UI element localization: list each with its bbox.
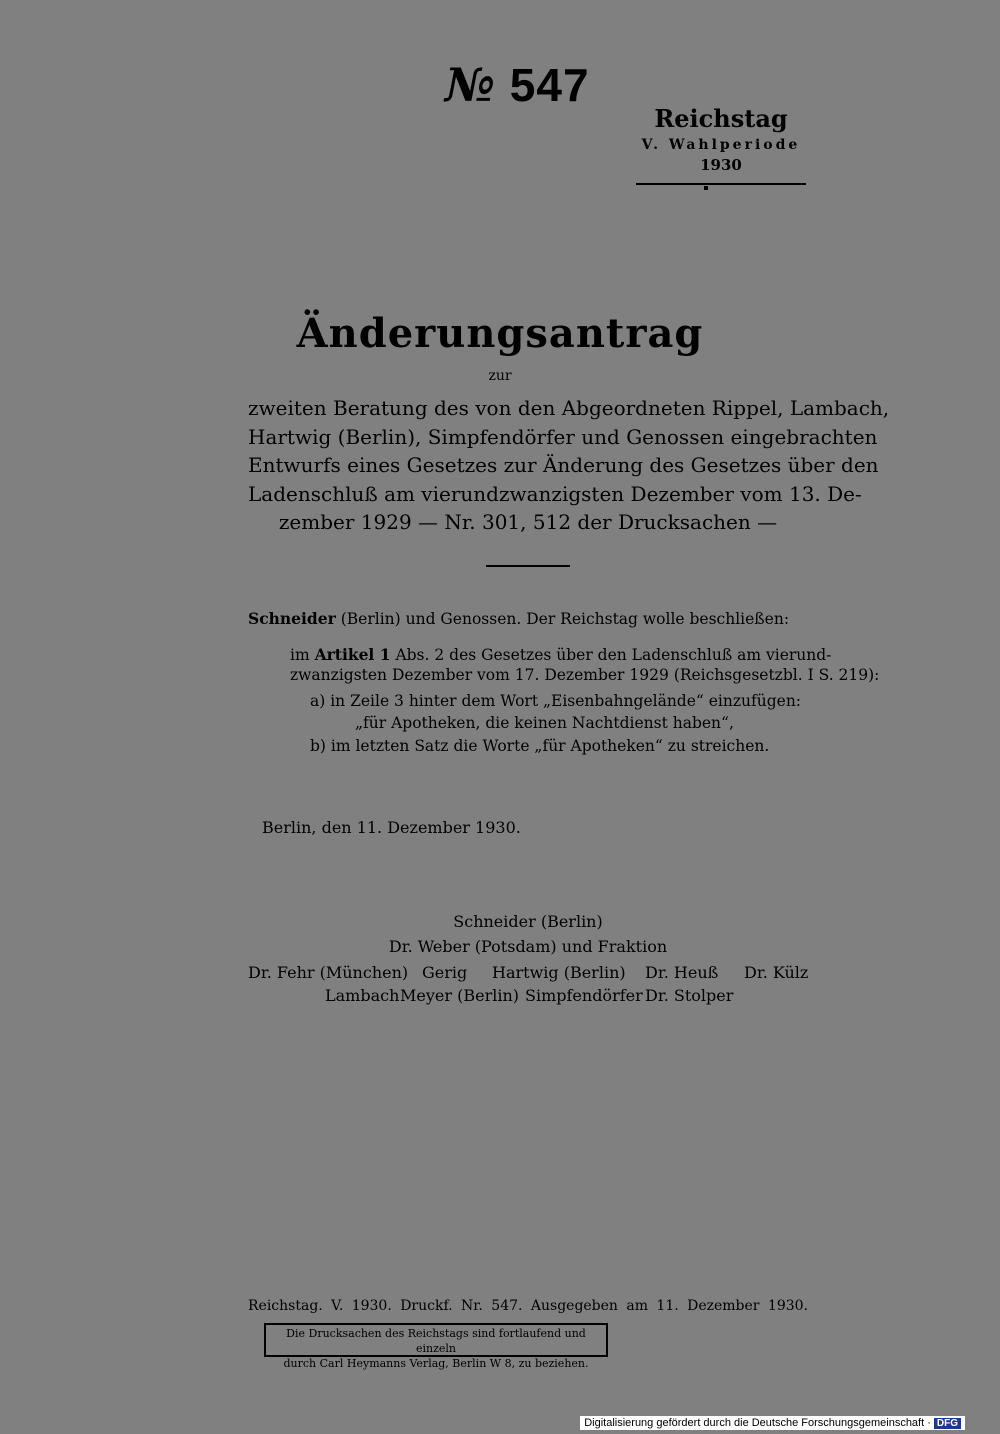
note-line: Die Drucksachen des Reichstags sind fortlaufend und einzeln [286,1327,586,1355]
intro-line: zweiten Beratung des von den Abgeordneten Rippel, Lambach, [248,396,890,420]
document-title: Änderungsantrag [296,310,704,357]
amendment-body [290,645,880,685]
number-sign: № [445,58,496,112]
motion-author: Schneider [248,609,336,628]
amendment-line [290,645,832,665]
note-line: durch Carl Heymanns Verlag, Berlin W 8, zu beziehen. [283,1357,589,1370]
credit-text: Digitalisierung gefördert durch die Deutsche Forschungsgemeinschaft · [584,1417,931,1429]
intro-line: zember 1929 — Nr. 301, 512 der Drucksachen — [278,510,778,534]
print-footer: Reichstag. V. 1930. Druckf. Nr. 547. Ausgegeben am 11. Dezember 1930. [248,1298,808,1314]
signature-name: Dr. Heuß [645,963,719,982]
article-ref: Artikel 1 [314,645,391,664]
distribution-note [264,1323,608,1370]
motion-text: (Berlin) und Genossen. Der Reichstag wolle beschließen: [335,610,790,628]
stamp-title: Reichstag [654,104,788,133]
stamp-year: 1930 [700,156,742,174]
amendment-prefix: im [290,646,315,664]
stamp-rule [636,183,806,185]
amendment-line: zwanzigsten Dezember vom 17. Dezember 1929 (Reichsgesetzbl. I S. 219): [290,666,880,684]
item-b: b) im letzten Satz die Worte „für Apotheken“ zu streichen. [310,737,770,755]
item-a: a) in Zeile 3 hinter dem Wort „Eisenbahngelände“ einzufügen: [310,692,802,710]
signature-name: Dr. Fehr (München) [248,963,409,982]
date-line: Berlin, den 11. Dezember 1930. [262,818,521,837]
intro-paragraph [248,394,890,537]
signature-name: Dr. Stolper [645,986,734,1005]
signature-name: Simpfendörfer [525,986,643,1005]
stamp-period: V. Wahlperiode [641,137,801,153]
item-a-insert: „für Apotheken, die keinen Nachtdienst haben“, [355,714,734,732]
separator-rule [486,565,570,567]
title-connector: zur [488,368,512,384]
motion-line [248,608,808,630]
dfg-logo: DFG [934,1418,961,1429]
intro-line: Ladenschluß am vierundzwanzigsten Dezember vom 13. De- [248,481,862,506]
signature-name: Hartwig (Berlin) [492,963,626,982]
stamp-rule-mark [704,186,708,190]
amendment-line-rest: Abs. 2 des Gesetzes über den Ladenschluß am vierund- [390,646,832,664]
reichstag-stamp [636,104,806,174]
signature-name: Meyer (Berlin) [400,986,519,1005]
number-value: 547 [509,59,590,111]
signature-name: Gerig [422,963,468,982]
intro-line: Entwurfs eines Gesetzes zur Änderung des Gesetzes über den [248,453,879,477]
intro-line: Hartwig (Berlin), Simpfendörfer und Genossen eingebrachten [248,424,878,449]
signature-name: Lambach [325,986,400,1005]
document-number [445,58,615,112]
signature-line: Schneider (Berlin) [453,912,603,931]
digitization-credit [580,1416,965,1430]
signature-name: Dr. Külz [744,963,809,982]
signature-line: Dr. Weber (Potsdam) und Fraktion [388,937,668,956]
